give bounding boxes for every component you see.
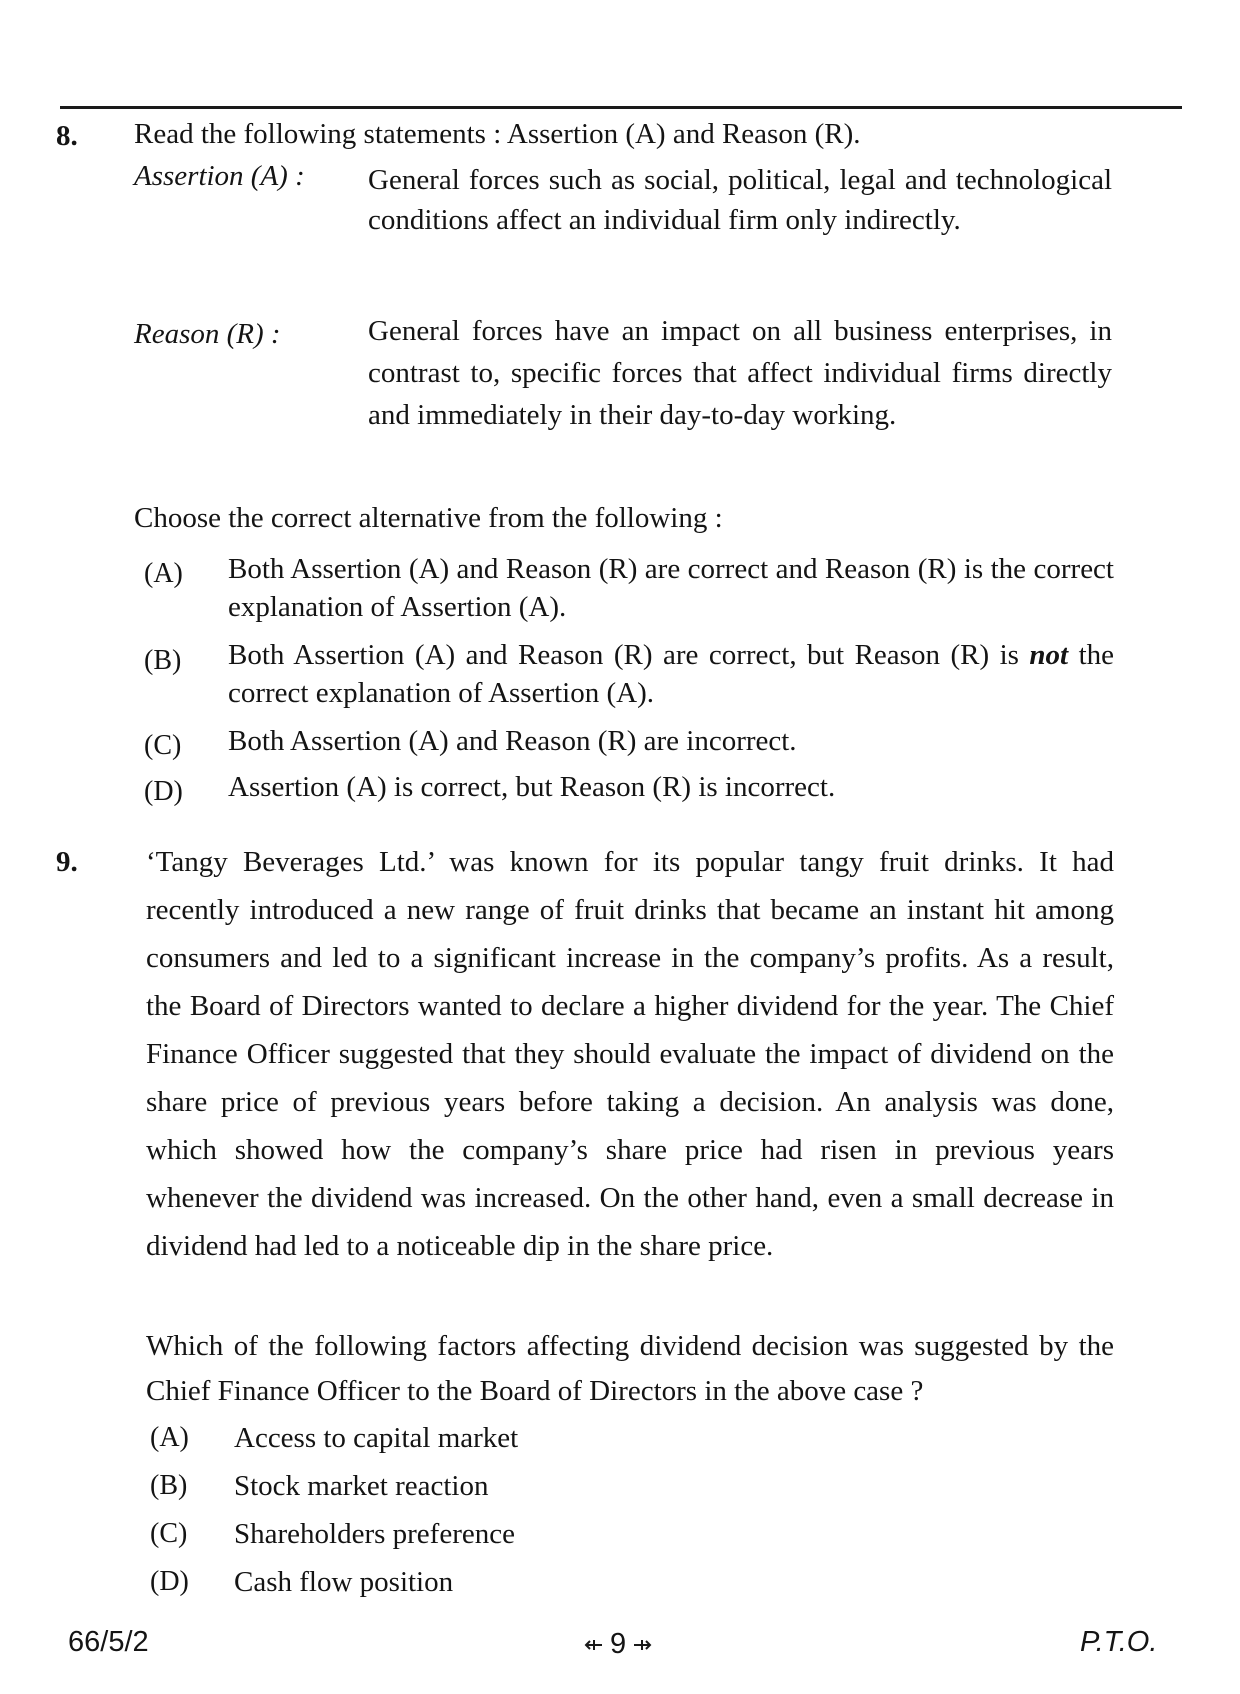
q8-option-a-letter: (A) — [144, 558, 183, 589]
q8-option-b-text — [228, 636, 1114, 712]
left-marker-icon — [584, 1638, 604, 1652]
top-rule — [60, 106, 1182, 109]
paper-code: 66/5/2 — [68, 1626, 149, 1658]
q8-option-a-text: Both Assertion (A) and Reason (R) are correct and Reason (R) is the correct explanation of Assertion (A). — [228, 553, 1114, 623]
q8-option-b-text-post: the correct explanation of Assertion (A). — [228, 639, 1114, 709]
q8-option-c-text: Both Assertion (A) and Reason (R) are incorrect. — [228, 725, 797, 757]
question-8-intro: Read the following statements : Assertion (A) and Reason (R). — [134, 118, 861, 150]
reason-label: Reason (R) : — [134, 318, 281, 350]
q8-option-b-emphasis: not — [1029, 639, 1069, 671]
assertion-label: Assertion (A) : — [134, 160, 305, 192]
q9-option-c-text: Shareholders preference — [234, 1518, 515, 1550]
reason-text: General forces have an impact on all business enterprises, in contrast to, specific forces that affect individual firms directly and immediately in their day-to-day working. — [368, 315, 1112, 431]
question-8-number: 8. — [56, 120, 78, 152]
q8-option-b-text-pre: Both Assertion (A) and Reason (R) are correct, but Reason (R) is — [228, 639, 1030, 671]
q9-option-d-text: Cash flow position — [234, 1566, 454, 1598]
q8-option-b-letter: (B) — [144, 645, 182, 676]
choose-instruction: Choose the correct alternative from the following : — [134, 502, 723, 534]
q8-option-d-letter: (D) — [144, 776, 183, 807]
assertion-text: General forces such as social, political, legal and technological conditions affect an individual firm only indirectly. — [368, 164, 1112, 236]
q9-option-a-letter: (A) — [150, 1422, 189, 1453]
page-number — [584, 1628, 652, 1661]
q9-option-b-text: Stock market reaction — [234, 1470, 489, 1502]
question-9-prompt: Which of the following factors affecting dividend decision was suggested by the Chief Finance Officer to the Board of Directors in the above case ? — [146, 1330, 1114, 1407]
page-number-value: 9 — [610, 1628, 627, 1660]
pto-label: P.T.O. — [1080, 1626, 1158, 1658]
q9-option-a-text: Access to capital market — [234, 1422, 519, 1454]
q8-option-c-letter: (C) — [144, 730, 182, 761]
q9-option-c-letter: (C) — [150, 1518, 188, 1549]
q9-option-d-letter: (D) — [150, 1566, 189, 1597]
q9-option-b-letter: (B) — [150, 1470, 188, 1501]
question-9-number: 9. — [56, 846, 78, 878]
right-marker-icon — [632, 1638, 652, 1652]
q8-option-d-text: Assertion (A) is correct, but Reason (R) is incorrect. — [228, 771, 836, 803]
question-9-paragraph: ‘Tangy Beverages Ltd.’ was known for its popular tangy fruit drinks. It had recently introduced a new range of fruit drinks that became an instant hit among consumers and led to a significant increase in the company’s profits. As a result, the Board of Directors wanted to declare a higher dividend for the year. The Chief Finance Officer suggested that they should evaluate the impact of dividend on the share price of previous years before taking a decision. An analysis was done, which showed how the company’s share price had risen in previous years whenever the dividend was increased. On the other hand, even a small decrease in dividend had led to a noticeable dip in the share price. — [146, 846, 1114, 1262]
